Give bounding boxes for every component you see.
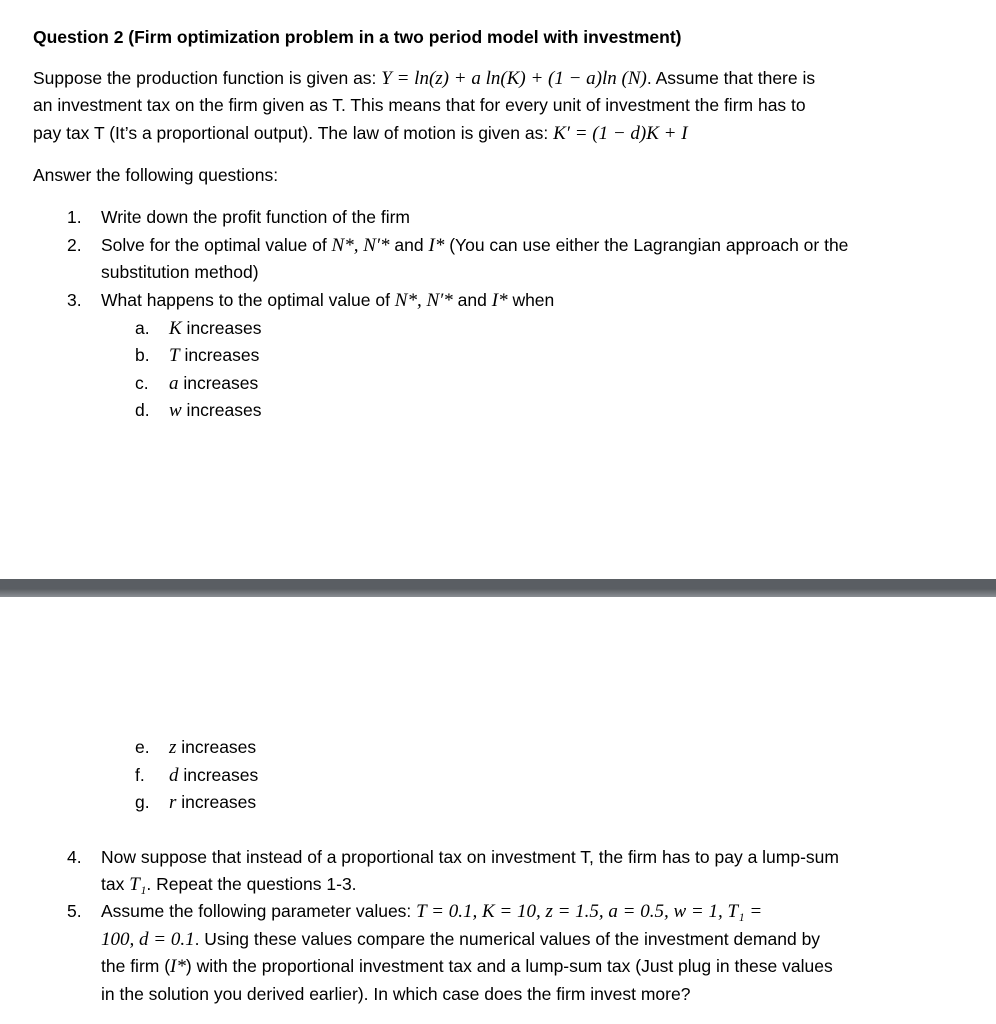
q3-sub-c-letter: c. xyxy=(135,373,149,393)
page-divider xyxy=(0,579,996,597)
q3-sub-b-text: T increases xyxy=(169,345,260,366)
q4-text: Now suppose that instead of a proportional tax on investment T, the firm has to pay a lump-sum xyxy=(101,847,839,867)
q3-sub-f-letter: f. xyxy=(135,765,145,785)
q3-number: 3. xyxy=(67,290,82,310)
q3-sub-d-letter: d. xyxy=(135,400,150,420)
q5-text-line-2: 100, d = 0.1. Using these values compare the numerical values of the investment demand by xyxy=(101,929,821,950)
answer-prompt: Answer the following questions: xyxy=(33,165,279,185)
q3-sub-g-text: r increases xyxy=(169,792,257,813)
q3-sub-a-letter: a. xyxy=(135,318,150,338)
q5-text: Assume the following parameter values: T = 0.1, K = 10, z = 1.5, a = 0.5, w = 1, T₁ = xyxy=(101,901,763,922)
q3-sub-f-text: d increases xyxy=(169,765,259,786)
q3-sub-a-text: K increases xyxy=(169,318,262,339)
q5-text-line-3: the firm (I*) with the proportional investment tax and a lump-sum tax (Just plug in these values xyxy=(101,956,833,977)
question-heading: Question 2 (Firm optimization problem in a two period model with investment) xyxy=(33,27,682,47)
q2-text-line-2: substitution method) xyxy=(101,262,259,282)
q3-sub-g-letter: g. xyxy=(135,792,150,812)
q3-sub-e-letter: e. xyxy=(135,737,150,757)
production-function-formula: Y = ln(z) + a ln(K) + (1 − a)ln (N) xyxy=(381,68,647,89)
q1-text: Write down the profit function of the firm xyxy=(101,207,410,227)
parameter-values-formula: T = 0.1, K = 10, z = 1.5, a = 0.5, w = 1, T₁ = xyxy=(416,901,763,922)
q5-text-line-4: in the solution you derived earlier). In which case does the firm invest more? xyxy=(101,984,691,1004)
q2-text: Solve for the optimal value of N*, N′* and I* (You can use either the Lagrangian approach or the xyxy=(101,235,849,256)
q4-text-line-2: tax T₁. Repeat the questions 1-3. xyxy=(101,874,357,895)
q4-number: 4. xyxy=(67,847,82,867)
intro-line-1: Suppose the production function is given as: Y = ln(z) + a ln(K) + (1 − a)ln (N). Assume that there is xyxy=(33,68,816,89)
q2-number: 2. xyxy=(67,235,82,255)
q3-sub-b-letter: b. xyxy=(135,345,150,365)
law-of-motion-formula: K′ = (1 − d)K + I xyxy=(553,123,688,144)
intro-line-2: an investment tax on the firm given as T. This means that for every unit of investment the firm has to xyxy=(33,95,806,115)
intro-line-3: pay tax T (It’s a proportional output). The law of motion is given as: K′ = (1 − d)K + I xyxy=(33,123,688,144)
q1-number: 1. xyxy=(67,207,82,227)
q5-number: 5. xyxy=(67,901,82,921)
q3-text: What happens to the optimal value of N*, N′* and I* when xyxy=(101,290,555,311)
q3-sub-e-text: z increases xyxy=(169,737,257,758)
q3-sub-c-text: a increases xyxy=(169,373,259,394)
q3-sub-d-text: w increases xyxy=(169,400,262,421)
